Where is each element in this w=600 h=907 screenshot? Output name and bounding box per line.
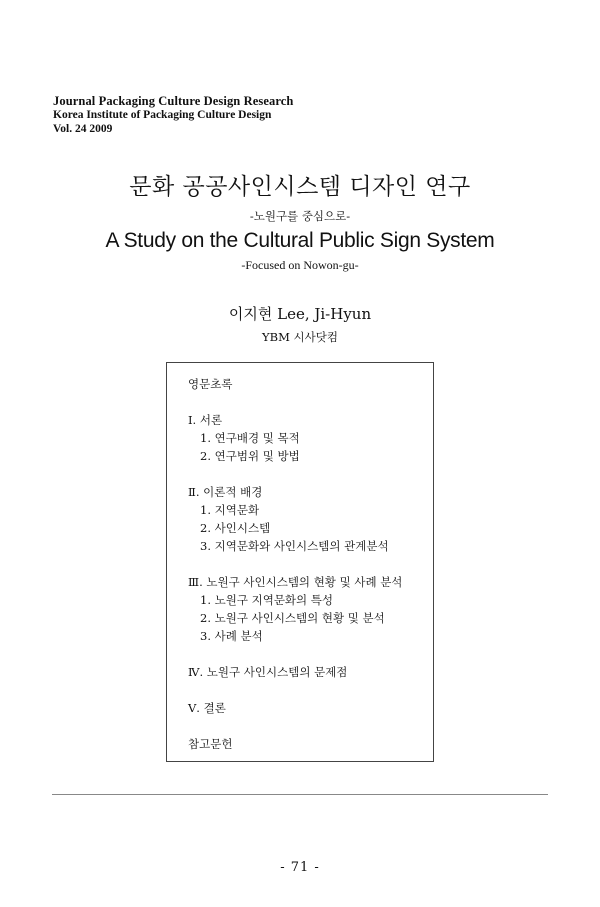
paper-subtitle-english: -Focused on Nowon-gu- <box>241 258 359 272</box>
paper-subtitle-korean: -노원구를 중심으로- <box>249 209 351 223</box>
footer-divider <box>52 794 548 795</box>
toc-section-heading: Ⅴ. 결론 <box>188 701 226 715</box>
journal-name: Journal Packaging Culture Design Research <box>53 94 294 108</box>
toc-section-heading: Ⅲ. 노원구 사인시스템의 현황 및 사례 분석 <box>188 575 403 589</box>
toc-section-item: 3. 지역문화와 사인시스템의 관계분석 <box>200 539 389 553</box>
author-name: 이지현 Lee, Ji-Hyun <box>228 305 372 323</box>
toc-section-item: 2. 연구범위 및 방법 <box>200 449 300 463</box>
paper-title-english: A Study on the Cultural Public Sign System <box>105 229 495 252</box>
toc-section-heading: Ⅰ. 서론 <box>188 413 223 427</box>
toc-abstract: 영문초록 <box>188 377 233 391</box>
toc-section-item: 1. 연구배경 및 목적 <box>200 431 300 445</box>
toc-section-heading: Ⅳ. 노원구 사인시스템의 문제점 <box>188 665 348 679</box>
journal-volume: Vol. 24 2009 <box>53 123 113 135</box>
page-number: - 71 - <box>280 860 320 875</box>
toc-section-item: 2. 사인시스템 <box>200 521 271 535</box>
toc-section-item: 1. 노원구 지역문화의 특성 <box>200 593 334 607</box>
journal-institute: Korea Institute of Packaging Culture Design <box>53 109 272 121</box>
toc-section-item: 2. 노원구 사인시스템의 현황 및 분석 <box>200 611 385 625</box>
paper-title-korean: 문화 공공사인시스템 디자인 연구 <box>129 174 471 200</box>
journal-header <box>53 94 293 136</box>
author-affiliation: YBM 시사닷컴 <box>262 330 338 344</box>
toc-section-heading: Ⅱ. 이론적 배경 <box>188 485 263 499</box>
toc-section-item: 1. 지역문화 <box>200 503 260 517</box>
toc-references: 참고문헌 <box>188 737 233 751</box>
table-of-contents-box <box>166 362 434 762</box>
toc-section-item: 3. 사례 분석 <box>200 629 263 643</box>
table-of-contents <box>188 375 402 753</box>
